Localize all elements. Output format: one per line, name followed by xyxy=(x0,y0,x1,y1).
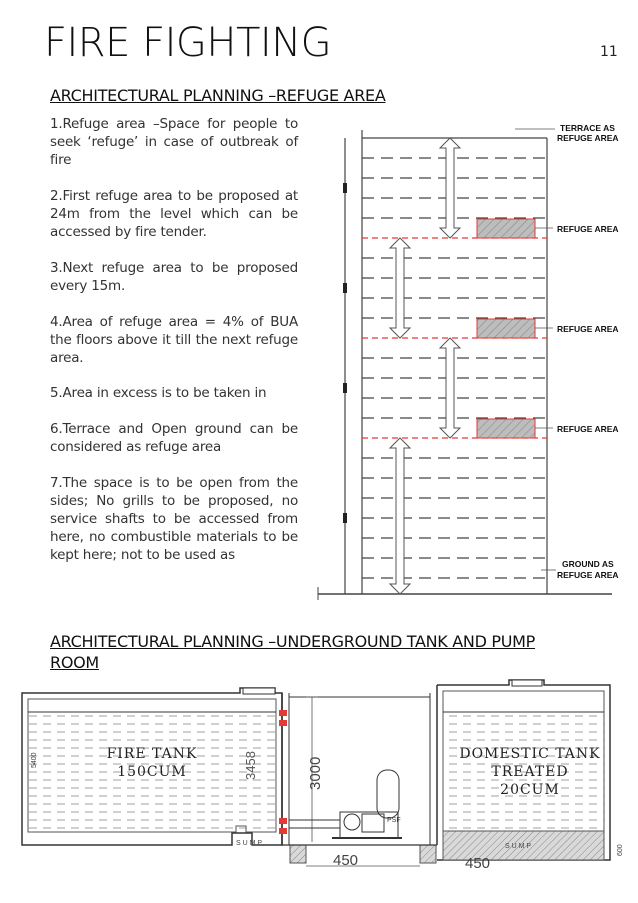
sump-right: S U M P xyxy=(505,843,532,850)
page-number: 11 xyxy=(600,44,618,60)
fire-tank-side-dimension: 5400 xyxy=(31,752,38,768)
dim-width-2: 450 xyxy=(465,855,491,872)
ground-label-1: GROUND AS xyxy=(562,559,614,569)
tank-heading-line-2: ROOM xyxy=(50,653,99,672)
fire-valves xyxy=(279,710,287,834)
refuge-point-5: 5.Area in excess is to be taken in xyxy=(50,385,267,401)
refuge-point-4: 4.Area of refuge area = 4% of BUA the floors above it till the next refuge area. xyxy=(50,314,298,366)
refuge-point-1: 1.Refuge area –Space for people to seek ‘refuge’ in case of outbreak of fire xyxy=(50,116,298,168)
dim-width: 450 xyxy=(333,852,359,869)
fire-tank xyxy=(22,688,282,847)
sump-left: S U M P xyxy=(236,840,263,847)
fire-tank-label: FIRE TANK xyxy=(106,746,198,762)
refuge-label-1: REFUGE AREA xyxy=(557,224,619,234)
refuge-label-3: REFUGE AREA xyxy=(557,424,619,434)
refuge-heading: ARCHITECTURAL PLANNING –REFUGE AREA xyxy=(50,86,386,105)
tank-heading-line-1: ARCHITECTURAL PLANNING –UNDERGROUND TANK AND PUMP xyxy=(50,632,536,651)
dim-height: 3000 xyxy=(307,756,324,790)
refuge-point-7: 7.The space is to be open from the sides; No grills to be proposed, no service shafts to be accessed from here, no combustible materials to be kept here; not to be used as xyxy=(50,475,298,563)
domestic-tank-type: TREATED xyxy=(491,764,569,780)
refuge-point-2: 2.First refuge area to be proposed at 24m from the level which can be accessed by fire tender. xyxy=(50,188,298,240)
domestic-tank-label: DOMESTIC TANK xyxy=(459,746,601,762)
domestic-tank-capacity: 20CUM xyxy=(500,782,560,798)
refuge-label-2: REFUGE AREA xyxy=(557,324,619,334)
page-title: FIRE FIGHTING xyxy=(44,20,332,66)
ground-label-2: REFUGE AREA xyxy=(557,570,619,580)
terrace-label-2: REFUGE AREA xyxy=(557,133,619,143)
dim-3458: 3458 xyxy=(243,751,258,780)
psf-label: PSF xyxy=(387,817,401,824)
refuge-point-3: 3.Next refuge area to be proposed every 15m. xyxy=(50,260,298,294)
refuge-point-6: 6.Terrace and Open ground can be considered as refuge area xyxy=(50,421,298,455)
domestic-tank xyxy=(437,680,624,872)
pump-set xyxy=(289,770,402,838)
dim-600: 600 xyxy=(617,844,624,856)
terrace-label-1: TERRACE AS xyxy=(560,123,615,133)
fire-tank-capacity: 150CUM xyxy=(117,764,187,780)
pump-room xyxy=(279,685,437,869)
